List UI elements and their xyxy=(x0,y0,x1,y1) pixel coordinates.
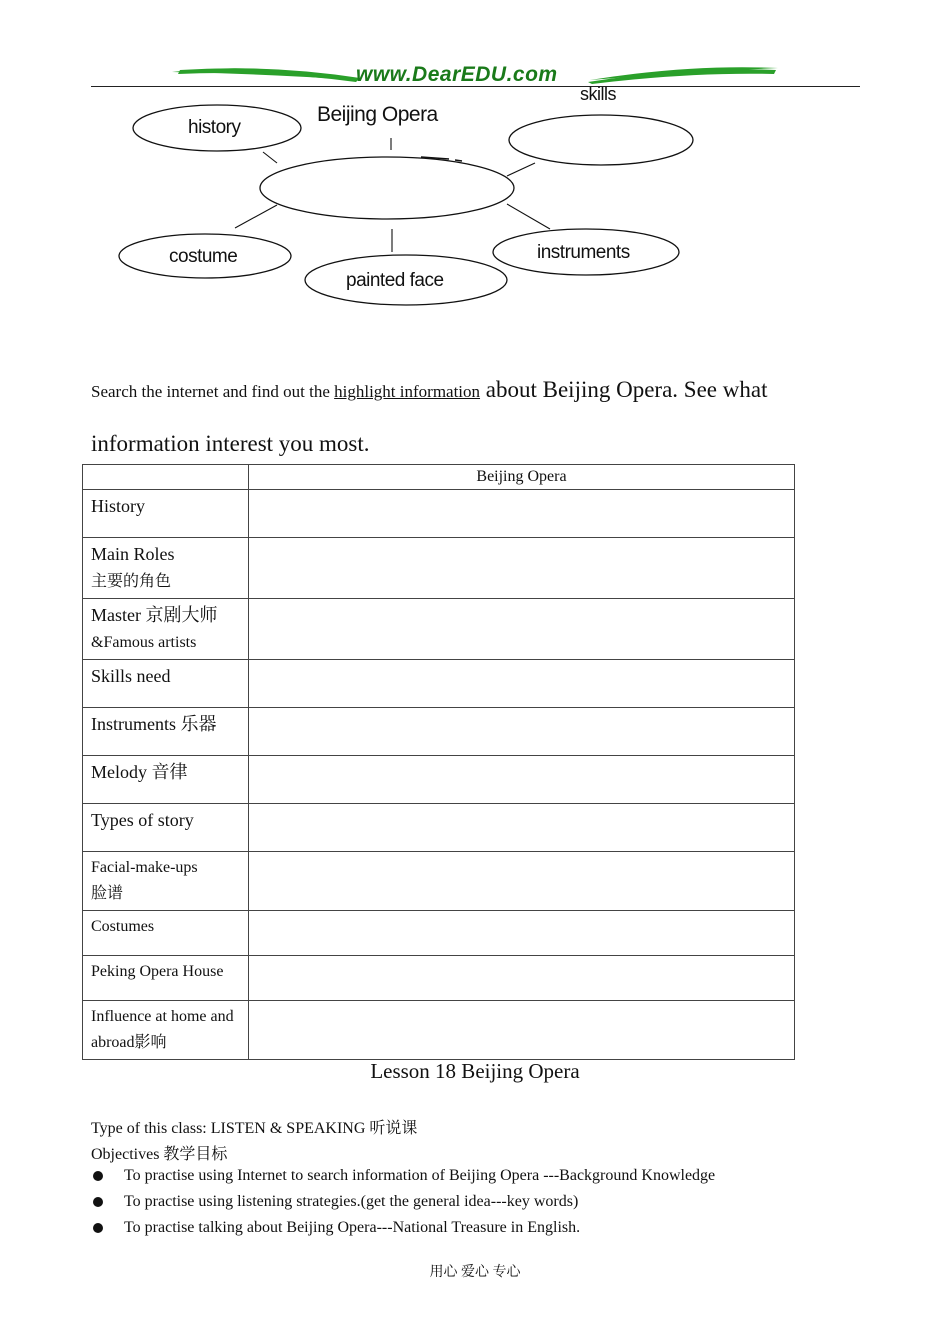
row-answer-cell[interactable] xyxy=(249,956,795,1001)
node-costume: costume xyxy=(169,246,238,267)
table-row xyxy=(83,599,795,660)
row-label: Types of story xyxy=(83,804,249,852)
row-label: Costumes xyxy=(83,911,249,956)
table-row xyxy=(83,1001,795,1060)
objective-item: To practise using listening strategies.(get the general idea---key words) xyxy=(124,1193,579,1210)
intro-link[interactable]: highlight information xyxy=(334,382,481,401)
row-answer-cell[interactable] xyxy=(249,599,795,660)
row-answer-cell[interactable] xyxy=(249,756,795,804)
row-answer-cell[interactable] xyxy=(249,660,795,708)
class-type: Type of this class: LISTEN & SPEAKING 听说课 xyxy=(91,1120,418,1137)
table-row xyxy=(83,756,795,804)
site-logo-text[interactable]: www.DearEDU.com xyxy=(356,63,558,86)
table-row xyxy=(83,852,795,911)
table-row xyxy=(83,490,795,538)
mind-map-title: Beijing Opera xyxy=(317,103,438,126)
table-row xyxy=(83,956,795,1001)
node-instruments: instruments xyxy=(537,242,630,263)
row-answer-cell[interactable] xyxy=(249,538,795,599)
center-ellipse xyxy=(260,157,514,219)
info-table xyxy=(82,464,795,1060)
row-answer-cell[interactable] xyxy=(249,490,795,538)
intro-part1: Search the internet and find out the xyxy=(91,382,335,401)
objectives-label: Objectives 教学目标 xyxy=(91,1146,228,1163)
node-skills-ellipse xyxy=(509,115,693,165)
table-row xyxy=(83,708,795,756)
table-row xyxy=(83,660,795,708)
table-row xyxy=(83,911,795,956)
row-answer-cell[interactable] xyxy=(249,911,795,956)
row-label: Influence at home and abroad影响 xyxy=(83,1001,249,1060)
header-rule xyxy=(91,86,860,87)
intro-paragraph xyxy=(91,364,861,472)
connector-costume xyxy=(235,205,277,228)
row-label: Melody 音律 xyxy=(83,756,249,804)
row-label: Skills need xyxy=(83,660,249,708)
row-answer-cell[interactable] xyxy=(249,804,795,852)
row-label: Master 京剧大师 &Famous artists xyxy=(83,599,249,660)
row-label: Instruments 乐器 xyxy=(83,708,249,756)
page-footer: 用心 爱心 专心 xyxy=(429,1265,521,1280)
row-answer-cell[interactable] xyxy=(249,1001,795,1060)
connector-dash-2 xyxy=(455,160,462,161)
table-header-row xyxy=(83,465,795,490)
row-answer-cell[interactable] xyxy=(249,708,795,756)
bullet-icon xyxy=(93,1171,103,1181)
row-label: Peking Opera House xyxy=(83,956,249,1001)
mind-map xyxy=(0,90,950,320)
bullet-icon xyxy=(93,1197,103,1207)
connector-instruments xyxy=(507,204,550,229)
table-row xyxy=(83,538,795,599)
node-painted-face: painted face xyxy=(346,270,444,291)
row-answer-cell[interactable] xyxy=(249,852,795,911)
objective-item: To practise talking about Beijing Opera---National Treasure in English. xyxy=(124,1219,581,1236)
row-label: Main Roles 主要的角色 xyxy=(83,538,249,599)
connector-history xyxy=(263,152,277,163)
intro-part2: about Beijing Opera. See what information interest you most. xyxy=(91,377,768,456)
row-label: History xyxy=(83,490,249,538)
node-history: history xyxy=(188,117,241,138)
bullet-icon xyxy=(93,1223,103,1233)
table-corner-cell xyxy=(83,465,249,490)
objective-item: To practise using Internet to search information of Beijing Opera ---Background Knowledge xyxy=(124,1167,716,1184)
table-header-cell: Beijing Opera xyxy=(249,465,795,490)
row-label: Facial-make-ups 脸谱 xyxy=(83,852,249,911)
table-row xyxy=(83,804,795,852)
node-skills: skills xyxy=(580,84,616,104)
connector-skills xyxy=(507,163,535,176)
lesson-title: Lesson 18 Beijing Opera xyxy=(370,1059,580,1083)
